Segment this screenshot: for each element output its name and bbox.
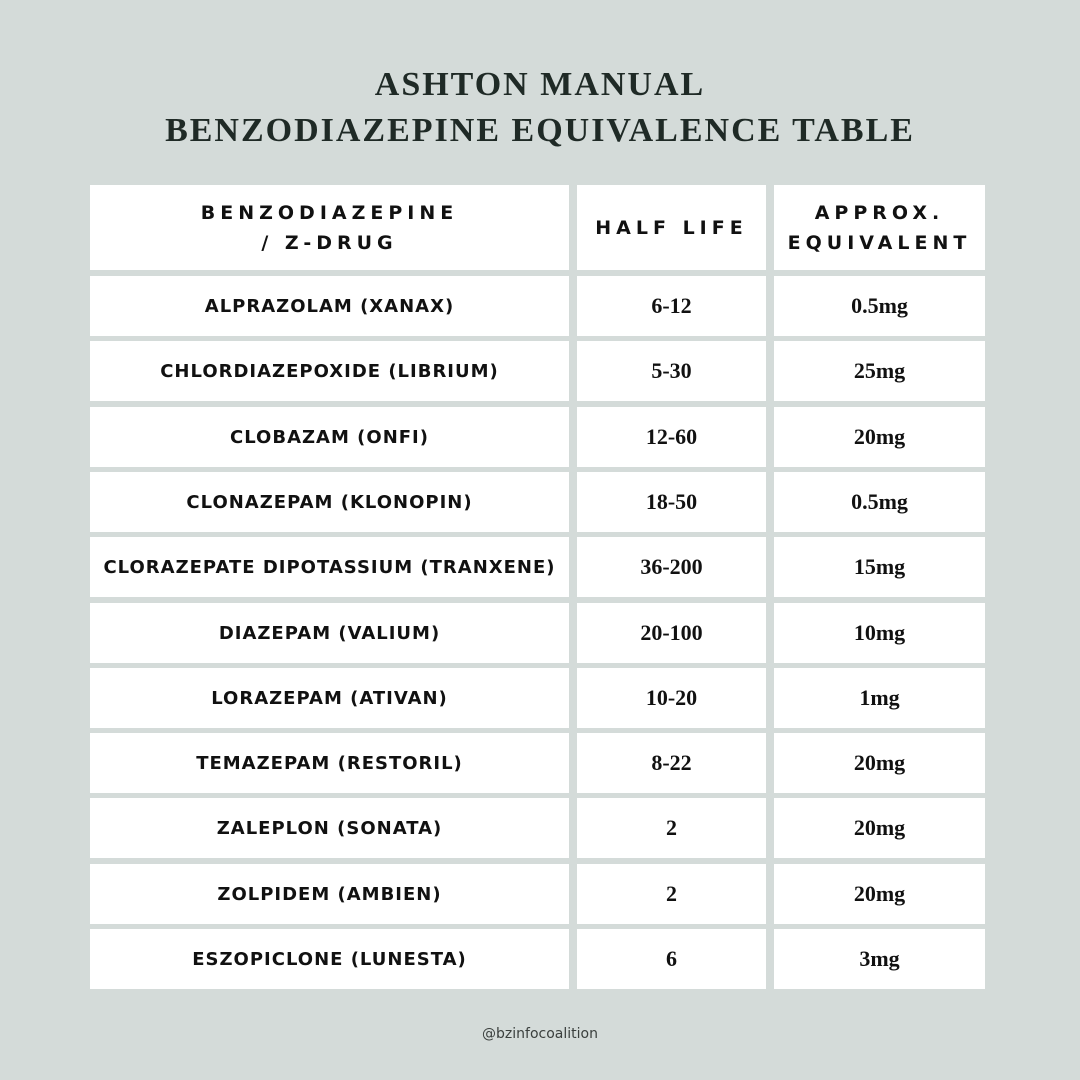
drug-name-cell-text: CLOBAZAM (ONFI): [230, 426, 429, 448]
table-row: [90, 472, 985, 532]
table-header-row: [90, 185, 985, 270]
table-row: [90, 668, 985, 728]
equivalent-dose-cell-text: 20mg: [853, 881, 906, 906]
half-life-cell: [577, 864, 766, 924]
drug-name-cell: [90, 341, 569, 401]
drug-name-cell-text: ALPRAZOLAM (XANAX): [204, 295, 455, 317]
half-life-cell-text: 8-22: [651, 750, 692, 775]
drug-name-cell: [90, 472, 569, 532]
equivalent-dose-cell-text: 1mg: [859, 685, 900, 710]
drug-name-cell-text: CLORAZEPATE DIPOTASSIUM (TRANXENE): [103, 556, 556, 578]
header-drug: [90, 185, 569, 270]
equivalent-dose-cell: [774, 537, 985, 597]
equivalent-dose-cell-text: 20mg: [853, 424, 906, 449]
equivalent-dose-cell-text: 15mg: [853, 554, 906, 579]
equivalent-dose-cell: [774, 276, 985, 336]
half-life-cell-text: 10-20: [645, 685, 698, 710]
half-life-cell: [577, 668, 766, 728]
equivalent-dose-cell-text: 10mg: [853, 620, 906, 645]
equivalent-dose-cell-text: 20mg: [853, 750, 906, 775]
table-row: [90, 733, 985, 793]
drug-name-cell-text: CHLORDIAZEPOXIDE (LIBRIUM): [160, 360, 499, 382]
drug-name-cell-text: CLONAZEPAM (KLONOPIN): [186, 491, 473, 513]
equivalent-dose-cell-text: 20mg: [853, 815, 906, 840]
half-life-cell-text: 2: [666, 881, 677, 906]
table-row: [90, 798, 985, 858]
drug-name-cell-text: LORAZEPAM (ATIVAN): [211, 687, 448, 709]
equivalent-dose-cell: [774, 733, 985, 793]
drug-name-cell: [90, 407, 569, 467]
drug-name-cell-text: ESZOPICLONE (LUNESTA): [192, 948, 467, 970]
table-row: [90, 603, 985, 663]
half-life-cell: [577, 929, 766, 989]
drug-name-cell-text: DIAZEPAM (VALIUM): [218, 622, 441, 644]
table-row: [90, 537, 985, 597]
equivalent-dose-cell: [774, 472, 985, 532]
header-drug-line-1: BENZODIAZEPINE: [200, 201, 459, 224]
drug-name-cell: [90, 929, 569, 989]
half-life-cell-text: 5-30: [651, 358, 692, 383]
half-life-cell-text: 2: [666, 815, 677, 840]
table-row: [90, 929, 985, 989]
drug-name-cell: [90, 733, 569, 793]
half-life-cell: [577, 733, 766, 793]
equivalent-dose-cell-text: 25mg: [853, 358, 906, 383]
equivalent-dose-cell: [774, 603, 985, 663]
half-life-cell-text: 36-200: [640, 554, 703, 579]
header-equivalent: [774, 185, 985, 270]
equivalent-dose-cell-text: 0.5mg: [851, 489, 908, 514]
drug-name-cell-text: TEMAZEPAM (RESTORIL): [196, 752, 463, 774]
half-life-cell: [577, 341, 766, 401]
equivalent-dose-cell-text: 3mg: [859, 946, 900, 971]
half-life-cell-text: 6: [666, 946, 677, 971]
equivalent-dose-cell: [774, 668, 985, 728]
header-equivalent-line-1: APPROX.: [814, 201, 945, 224]
half-life-cell-text: 6-12: [651, 293, 692, 318]
drug-name-cell: [90, 537, 569, 597]
header-equivalent-line-2: EQUIVALENT: [787, 231, 972, 254]
drug-name-cell: [90, 864, 569, 924]
table-row: [90, 276, 985, 336]
half-life-cell: [577, 603, 766, 663]
half-life-cell: [577, 472, 766, 532]
half-life-cell: [577, 537, 766, 597]
drug-name-cell: [90, 276, 569, 336]
half-life-cell-text: 12-60: [645, 424, 698, 449]
table-row: [90, 407, 985, 467]
half-life-cell: [577, 407, 766, 467]
header-drug-line-2: / Z-DRUG: [261, 231, 398, 254]
equivalent-dose-cell: [774, 341, 985, 401]
equivalent-dose-cell-text: 0.5mg: [851, 293, 908, 318]
drug-name-cell: [90, 668, 569, 728]
header-half-life: [577, 185, 766, 270]
drug-name-cell: [90, 798, 569, 858]
half-life-cell-text: 18-50: [645, 489, 698, 514]
half-life-cell-text: 20-100: [640, 620, 703, 645]
equivalent-dose-cell: [774, 929, 985, 989]
drug-name-cell: [90, 603, 569, 663]
table-row: [90, 341, 985, 401]
page-title-line-1: ASHTON MANUAL: [374, 66, 706, 103]
half-life-cell: [577, 276, 766, 336]
equivalent-dose-cell: [774, 407, 985, 467]
drug-name-cell-text: ZOLPIDEM (AMBIEN): [217, 883, 442, 905]
drug-name-cell-text: ZALEPLON (SONATA): [216, 817, 443, 839]
footer-handle: @bzinfocoalition: [482, 1026, 598, 1042]
table-row: [90, 864, 985, 924]
equivalent-dose-cell: [774, 798, 985, 858]
header-half-life-label: HALF LIFE: [595, 216, 748, 239]
half-life-cell: [577, 798, 766, 858]
equivalent-dose-cell: [774, 864, 985, 924]
page-title-line-2: BENZODIAZEPINE EQUIVALENCE TABLE: [165, 112, 915, 149]
